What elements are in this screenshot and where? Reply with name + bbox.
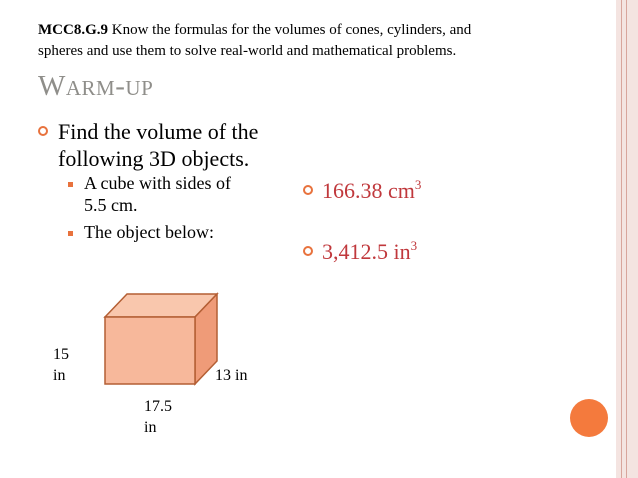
bullet-icon [38, 126, 48, 136]
title-rest-2: UP [125, 76, 154, 100]
sub-bullet-2-line1: The object below: [84, 222, 214, 242]
sub-bullet-icon [68, 182, 73, 187]
answer-bullet-icon [303, 185, 313, 195]
standard-line1: Know the formulas for the volumes of cones, cylinders, and [108, 22, 472, 38]
answer-1-value: 166.38 cm [322, 178, 415, 203]
prism-front-face [105, 317, 195, 384]
answer-1 [322, 177, 421, 204]
width-value: 17.5 [144, 398, 172, 415]
width-unit: in [144, 419, 157, 436]
height-value: 15 [53, 346, 69, 363]
answer-2-value: 3,412.5 in [322, 239, 411, 264]
slide-title [38, 70, 153, 103]
title-dash: - [115, 70, 126, 102]
height-label [53, 344, 69, 386]
sub-bullet-1-line1: A cube with sides of [84, 173, 231, 193]
answer-2-exponent: 3 [410, 238, 418, 253]
sub-bullet-1-line2: 5.5 cm. [84, 195, 138, 215]
main-bullet-text [58, 118, 258, 172]
title-first-letter: W [38, 70, 66, 102]
standard-code: MCC8.G.9 [38, 22, 108, 38]
sub-bullet-icon [68, 231, 73, 236]
title-rest-1: ARM [65, 76, 116, 100]
answer-2 [322, 238, 417, 265]
right-border-decoration [616, 0, 638, 478]
main-bullet-line2: following 3D objects. [58, 146, 250, 171]
main-bullet-line1: Find the volume of the [58, 119, 259, 144]
sub-bullet-1-text [84, 172, 231, 216]
standard-line2: spheres and use them to solve real-world and mathematical problems. [38, 43, 457, 59]
rectangular-prism-diagram [100, 290, 225, 390]
depth-label: 13 in [215, 367, 248, 384]
answer-bullet-icon [303, 246, 313, 256]
standard-text [38, 20, 598, 62]
width-label [144, 396, 172, 438]
height-unit: in [53, 367, 66, 384]
answer-1-exponent: 3 [414, 177, 422, 192]
decorative-circle [570, 399, 608, 437]
sub-bullet-2-text [84, 221, 214, 243]
